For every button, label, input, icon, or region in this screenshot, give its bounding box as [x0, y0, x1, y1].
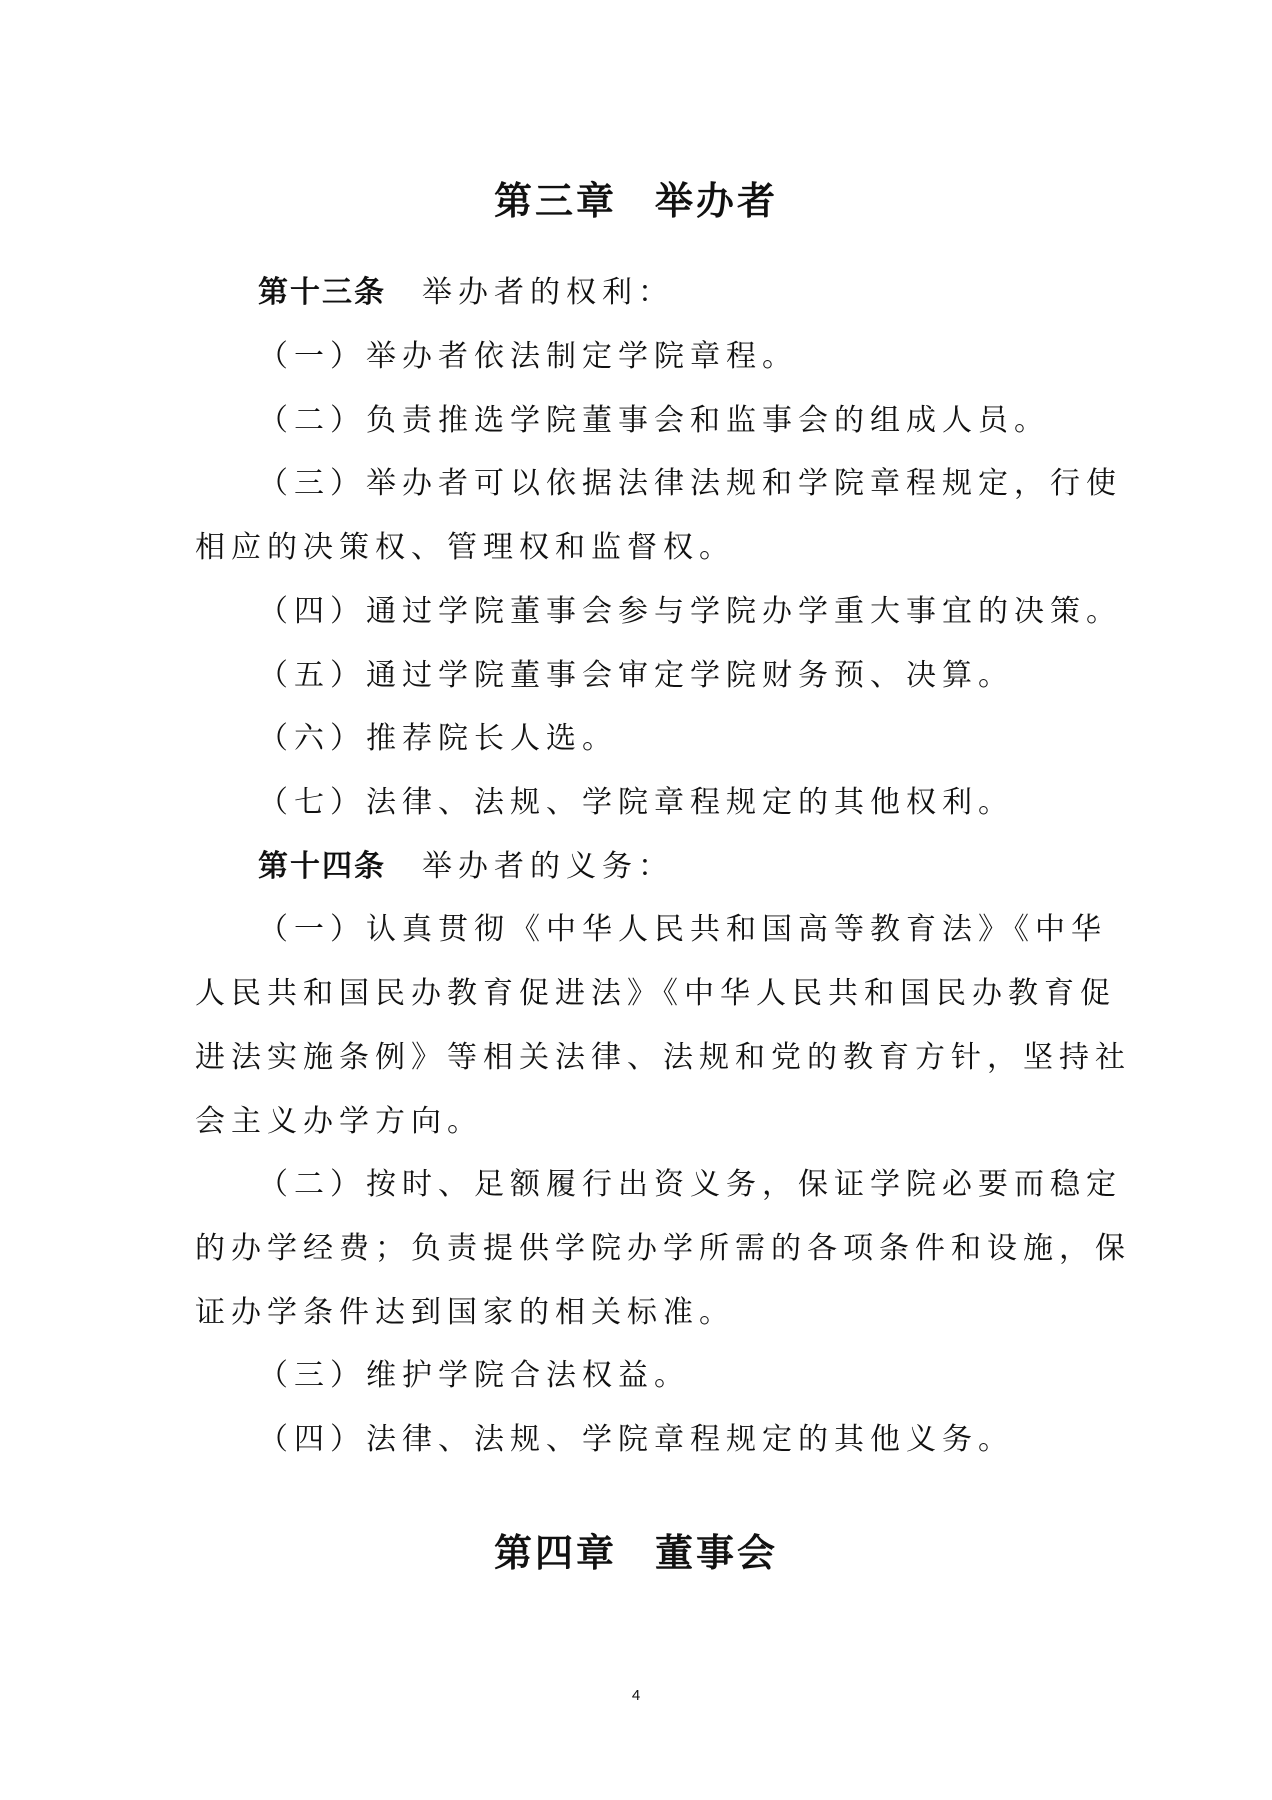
chapter-3-name: 举办者: [655, 179, 779, 223]
article-13-item-5: （五）通过学院董事会审定学院财务预、决算。: [258, 658, 1014, 693]
chapter-4-heading: [0, 1522, 1272, 1577]
article-13-heading: [258, 275, 1158, 310]
article-13-label: 第十三条: [258, 275, 386, 310]
article-14-item-2-line-2: 的办学经费；负责提供学院办学所需的各项条件和设施，保: [195, 1231, 1131, 1266]
article-13-item-3-line-1: （三）举办者可以依据法律法规和学院章程规定，行使: [258, 466, 1122, 501]
chapter-4-number: 第四章: [493, 1531, 617, 1575]
article-14-intro: 举办者的义务：: [422, 849, 674, 884]
article-14-item-2-line-1: （二）按时、足额履行出资义务，保证学院必要而稳定: [258, 1167, 1122, 1202]
article-14-heading: [258, 849, 1158, 884]
article-13-item-3-line-2: 相应的决策权、管理权和监督权。: [195, 530, 735, 565]
article-13-item-4: （四）通过学院董事会参与学院办学重大事宜的决策。: [258, 594, 1122, 629]
article-14-item-1-line-2: 人民共和国民办教育促进法》《中华人民共和国民办教育促: [195, 976, 1116, 1011]
article-14-item-3: （三）维护学院合法权益。: [258, 1358, 690, 1393]
page-number: 4: [631, 1687, 641, 1704]
article-13-item-6: （六）推荐院长人选。: [258, 721, 618, 756]
article-13-item-7: （七）法律、法规、学院章程规定的其他权利。: [258, 785, 1014, 820]
article-13-item-1: （一）举办者依法制定学院章程。: [258, 339, 798, 374]
article-14-label: 第十四条: [258, 849, 386, 884]
article-14-item-4: （四）法律、法规、学院章程规定的其他义务。: [258, 1422, 1014, 1457]
chapter-3-number: 第三章: [493, 179, 617, 223]
article-14-item-1-line-4: 会主义办学方向。: [195, 1104, 483, 1139]
article-14-item-1-line-3: 进法实施条例》等相关法律、法规和党的教育方针，坚持社: [195, 1040, 1131, 1075]
article-13-item-2: （二）负责推选学院董事会和监事会的组成人员。: [258, 403, 1050, 438]
article-14-item-2-line-3: 证办学条件达到国家的相关标准。: [195, 1295, 735, 1330]
chapter-4-name: 董事会: [655, 1531, 779, 1575]
article-14-item-1-line-1: （一）认真贯彻《中华人民共和国高等教育法》《中华: [258, 912, 1107, 947]
article-13-intro: 举办者的权利：: [422, 275, 674, 310]
chapter-3-heading: [0, 170, 1272, 225]
